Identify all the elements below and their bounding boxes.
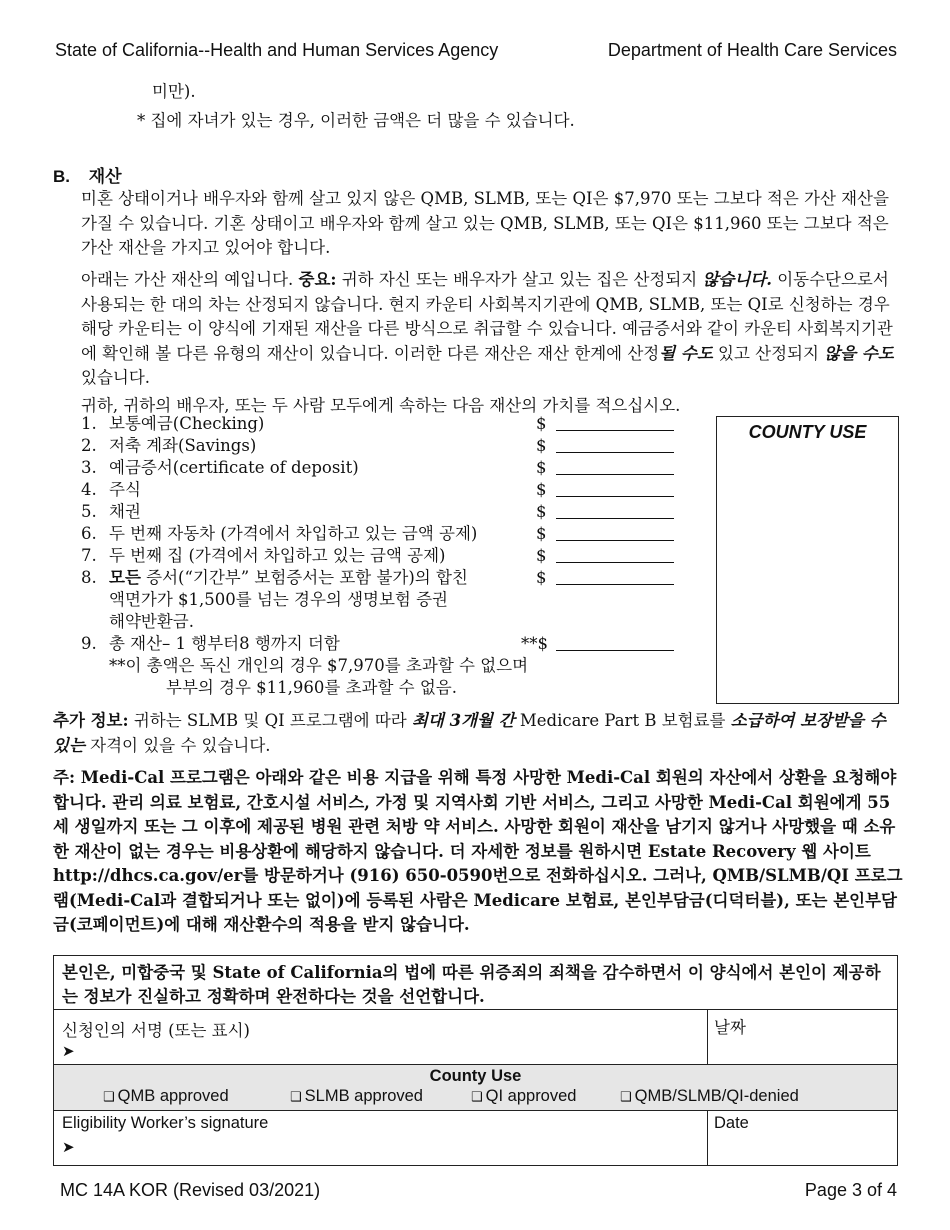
declaration-text: 본인은, 미합중국 및 State of California의 법에 따른 위증죄의 죄책을 감수하면서 이 양식에서 본인이 제공하는 정보가 진실하고 정확하며 완전하다는 것을 선언합니다.	[62, 963, 881, 1006]
worker-signature-field[interactable]	[56, 1112, 704, 1162]
asset-instruction: 귀하, 귀하의 배우자, 또는 두 사람 모두에게 속하는 다음 재산의 가치를 적으십시오.	[81, 396, 681, 415]
bonds-amount-field[interactable]	[556, 518, 674, 519]
section-title: 재산	[88, 167, 122, 187]
asset-row-total: 9. 총 재산– 1 행부터8 행까지 더함 **$ **이 총액은 독신 개인의 경우 $7,970를 초과할 수 없으며 부부의 경우 $11,960를 초과할 수 없음.	[81, 633, 701, 699]
checking-amount-field[interactable]	[556, 430, 674, 431]
qi-approved-option[interactable]: ❑ QI approved	[471, 1087, 577, 1105]
cd-amount-field[interactable]	[556, 474, 674, 475]
asset-row-savings: 2. 저축 계좌(Savings) $	[81, 435, 701, 457]
property-limit-paragraph: 미혼 상태이거나 배우자와 함께 살고 있지 않은 QMB, SLMB, 또는 QI은 $7,970 또는 그보다 적은 가산 재산을 가질 수 있습니다. 기혼 상태이고 배우자와 함께 살고 있는 QMB, SLMB, 또는 QI은 $11,960 또는 그보다 적은 가산 재산을 가지고 있어야 합니다.	[81, 189, 889, 257]
asset-list	[81, 413, 701, 699]
savings-amount-field[interactable]	[556, 452, 674, 453]
asset-row-checking: 1. 보통예금(Checking) $	[81, 413, 701, 435]
second-car-amount-field[interactable]	[556, 540, 674, 541]
asset-row-stocks: 4. 주식 $	[81, 479, 701, 501]
asset-row-second-home: 7. 두 번째 집 (가격에서 차입하고 있는 금액 공제) $	[81, 545, 701, 567]
applicant-signature-field[interactable]	[56, 1014, 704, 1062]
worker-signature-label: Eligibility Worker’s signature	[62, 1114, 269, 1132]
asset-row-cd: 3. 예금증서(certificate of deposit) $	[81, 457, 701, 479]
page-number: Page 3 of 4	[804, 1180, 897, 1200]
denied-option[interactable]: ❑ QMB/SLMB/QI-denied	[620, 1087, 799, 1105]
header-agency: State of California--Health and Human Services Agency	[55, 40, 499, 60]
county-use-box-title: COUNTY USE	[748, 422, 867, 442]
checkbox-icon: ❑	[103, 1089, 115, 1104]
asset-row-bonds: 5. 채권 $	[81, 501, 701, 523]
stocks-amount-field[interactable]	[556, 496, 674, 497]
section-b-heading	[53, 162, 122, 187]
worker-date-label: Date	[714, 1114, 749, 1132]
additional-info: 추가 정보: 귀하는 SLMB 및 QI 프로그램에 따라 최대 3개월 간 Medicare Part B 보험료를 소급하여 보장받을 수 있는 자격이 있을 수 있습니다.	[53, 711, 886, 755]
second-home-amount-field[interactable]	[556, 562, 674, 563]
worker-signature-arrow-icon: ➤	[62, 1139, 75, 1156]
continuation-text: 미만).	[152, 82, 196, 101]
worker-date-field[interactable]	[710, 1112, 894, 1162]
slmb-approved-option[interactable]: ❑ SLMB approved	[290, 1087, 423, 1105]
total-property-field[interactable]	[556, 650, 674, 651]
county-use-section	[54, 1065, 897, 1110]
applicant-signature-arrow-icon: ➤	[62, 1043, 75, 1060]
declaration-table	[53, 955, 898, 1166]
checkbox-icon: ❑	[471, 1089, 483, 1104]
section-letter: B.	[53, 167, 70, 186]
asset-row-life-insurance: 8. 모든 증서(“기간부” 보험증서는 포함 불가)의 합친 액면가가 $1,500를 넘는 경우의 생명보험 증권 해약반환금. $	[81, 567, 701, 633]
qmb-approved-option[interactable]: ❑ QMB approved	[103, 1087, 229, 1105]
life-insurance-amount-field[interactable]	[556, 584, 674, 585]
checkbox-icon: ❑	[290, 1089, 302, 1104]
header-department: Department of Health Care Services	[607, 40, 897, 60]
countable-property-paragraph: 아래는 가산 재산의 예입니다. 중요: 귀하 자신 또는 배우자가 살고 있는 집은 산정되지 않습니다. 이동수단으로서 사용되는 한 대의 차는 산정되지 않습니다. 현지 카운티 사회복지기관에 QMB, SLMB, 또는 QI로 신청하는 경우 해당 카운티는 이 양식에 기재된 재산을 다른 방식으로 취급할 수 있습니다. 예금증서와 같이 카운티 사회복지기관에 확인해 볼 다른 유형의 재산이 있습니다. 이러한 다른 재산은 재산 한계에 산정될 수도 있고 산정되지 않을 수도 있습니다.	[81, 270, 894, 387]
checkbox-icon: ❑	[620, 1089, 632, 1104]
date-label-kr: 날짜	[714, 1018, 746, 1037]
applicant-signature-label: 신청인의 서명 (또는 표시)	[62, 1021, 250, 1040]
asset-row-second-car: 6. 두 번째 자동차 (가격에서 차입하고 있는 금액 공제) $	[81, 523, 701, 545]
children-note: * 집에 자녀가 있는 경우, 이러한 금액은 더 많을 수 있습니다.	[137, 111, 575, 130]
applicant-date-field[interactable]	[710, 1014, 894, 1062]
county-use-box	[716, 416, 899, 704]
form-number: MC 14A KOR (Revised 03/2021)	[60, 1180, 321, 1200]
estate-recovery-notice: 주: Medi-Cal 프로그램은 아래와 같은 비용 지급을 위해 특정 사망한 Medi-Cal 회원의 자산에서 상환을 요청해야 합니다. 관리 의료 보험료, 간호시설 서비스, 가정 및 지역사회 기반 서비스, 그리고 사망한 Medi-Cal 회원에게 55세 생일까지 또는 그 이후에 제공된 병원 관련 처방 약 서비스. 사망한 회원이 재산을 남기지 않거나 사망했을 때 소유한 재산이 없는 경우는 비용상환에 해당하지 않습니다. 더 자세한 정보를 원하시면 Estate Recovery 웹 사이트 http://dhcs.ca.gov/er를 방문하거나 (916) 650-0590번으로 전화하십시오. 그러나, QMB/SLMB/QI 프로그램(Medi-Cal과 결합되거나 또는 없이)에 등록된 사람은 Medicare 보험료, 본인부담금(디덕터블), 또는 본인부담금(코페이먼트)에 대해 재산환수의 적용을 받지 않습니다.	[53, 768, 903, 934]
county-use-title: County Use	[429, 1067, 522, 1085]
